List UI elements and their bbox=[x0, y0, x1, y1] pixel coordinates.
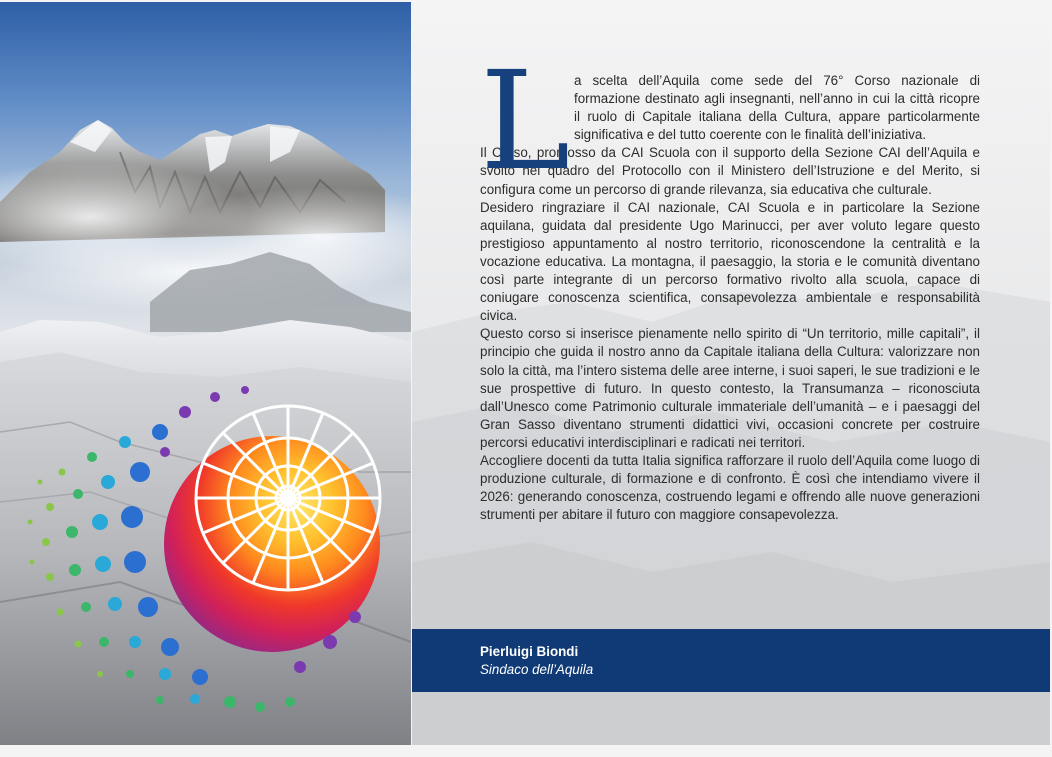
paragraph-territory: Questo corso si inserisce pienamente nello spirito di “Un territorio, mille capitali”, il principio che guida il nostro anno da Capitale italiana della Cultura: valorizzare non solo la città, ma l’intero sistema delle aree interne, i suoi saperi, le sue tradizioni e le sue prospettive di futuro. In questo contesto, la Transumanza – riconosciuta dall’Unesco come Patrimonio culturale immateriale dell’umanità – e i paesaggi del Gran Sasso diventano strumenti didattici vivi, occasioni concrete per costruire percorsi educativi interdisciplinari e radicati nei territori. bbox=[480, 326, 980, 450]
mountain-photo-page bbox=[0, 2, 411, 745]
signatory-name: Pierluigi Biondi bbox=[480, 644, 579, 659]
paragraph-welcome: Accogliere docenti da tutta Italia significa rafforzare il ruolo dell’Aquila come luogo di produzione culturale, di formazione e di confronto. È così che intendiamo vivere il 2026: generando conoscenza, costruendo legami e offrendo alle nuove generazioni strumenti per abitare il futuro con maggiore consapevolezza. bbox=[480, 452, 980, 523]
paragraph-course: Il Corso, promosso da CAI Scuola con il supporto della Sezione CAI dell’Aquila e svolto nel quadro del Protocollo con il Ministero dell’Istruzione e del Merito, si configura come un percorso di grande rilevanza, sia educativa che culturale. bbox=[480, 145, 980, 197]
signature-bar bbox=[412, 629, 1050, 692]
article-body bbox=[480, 43, 980, 524]
gran-sasso-mountain-photo bbox=[0, 2, 411, 745]
text-page bbox=[412, 2, 1050, 745]
drop-cap-letter: L bbox=[480, 43, 571, 201]
paragraph-thanks: Desidero ringraziare il CAI nazionale, CAI Scuola e in particolare la Sezione aquilana, guidata dal presidente Ugo Marinucci, per aver voluto legare questo prestigioso appuntamento al nostro territorio, riconoscendone la centralità e la vocazione educativa. La montagna, il paesaggio, la storia e le comunità diventano così parte integrante di un percorso formativo rivolto alla scuola, capace di coniugare conoscenza scientifica, consapevolezza ambientale e responsabilità civica. bbox=[480, 199, 980, 324]
paragraph-intro: a scelta dell’Aquila come sede del 76° Corso nazionale di formazione destinato agli insegnanti, nell’anno in cui la città ricopre il ruolo di Capitale italiana della Cultura, appare particolarmente significativa e del tutto coerente con le finalità dell’iniziativa. bbox=[574, 73, 980, 143]
signatory-role: Sindaco dell’Aquila bbox=[480, 662, 594, 677]
